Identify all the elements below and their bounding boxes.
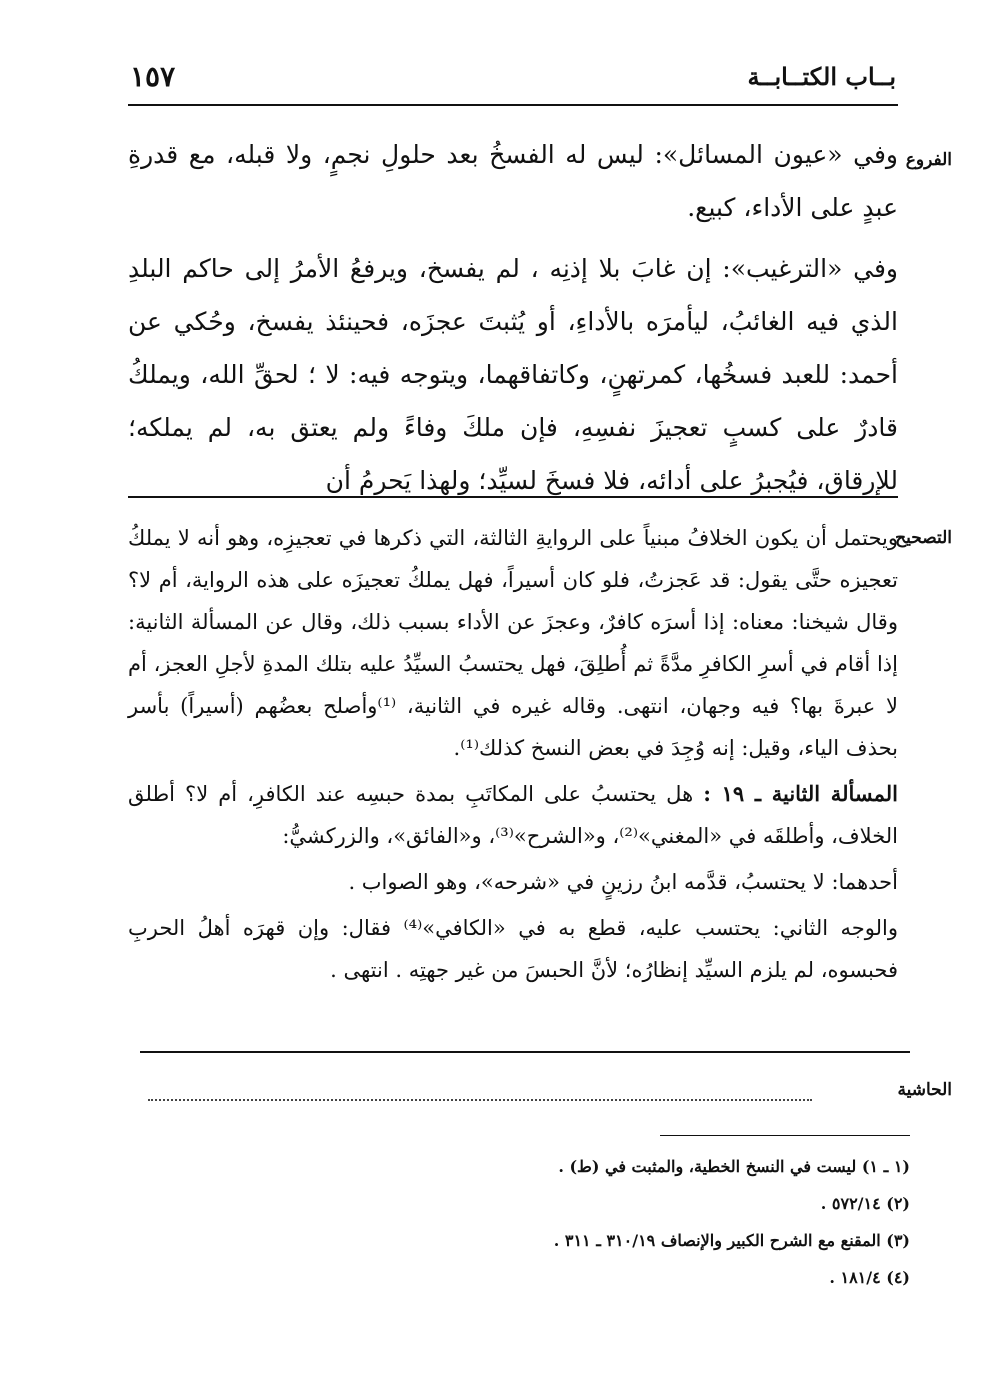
tashih-paragraph-3: أحدهما: لا يحتسبُ، قدَّمه ابنُ رزينٍ في «شرحه»، وهو الصواب . [348,870,898,894]
hashiya-dotted-line [148,1099,812,1101]
page-number: ١٥٧ [130,60,176,93]
tashih-paragraph-1: ويحتمل أن يكون الخلافُ مبنياً على الروايةِ الثالثة، التي ذكرها في تعجيزِه، وهو أنه لا يملكُ تعجيزه حتَّى يقول: قد عَجزتُ، فلو كان أسيراً، فهل يملكُ تعجيزَه على هذه الرواية، أم لا؟ وقال شيخنا: معناه: إذا أسرَه كافرٌ، وعجزَ عن الأداء بسبب ذلك، وقال عن المسألة الثانية: إذا أقام في أسرِ الكافرِ مدَّةً ثم أُطلِقَ، فهل يحتسبُ السيِّدُ عليه بتلك المدةِ لأجلِ العجز، أم لا عبرةَ بها؟ فيه وجهان، انتهى. وقاله غيره في الثانية، ⁽¹⁾وأصلح بعضُهم (أسيراً) بأسر بحذف الياء، وقيل: إنه وُجِدَ في بعض النسخ كذلك⁽¹⁾. [128,526,899,760]
tashih-paragraph-2-body: هل يحتسبُ على المكاتَبِ بمدة حبسِه عند الكافرِ، أم لا؟ أطلق الخلاف، وأطلقَه في «المغني»⁽²⁾، و«الشرح»⁽³⁾، و«الفائق»، والزركشيُّ: [128,782,898,848]
label-tashih: التصحيح [895,528,952,548]
main-text [128,128,898,507]
main-paragraph-2: وفي «الترغيب»: إن غابَ بلا إذنِه ، لم يفسخ، ويرفعُ الأمرُ إلى حاكم البلدِ الذي فيه الغائبُ، ليأمرَه بالأداءِ، أو يُثبتَ عجزَه، فحينئذ يفسخ، وحُكي عن أحمد: للعبد فسخُها، كمرتهنٍ، وكاتفاقهما، ويتوجه فيه: لا ؛ لحقِّ الله، ويملكُ قادرٌ على كسبٍ تعجيزَ نفسِهِ، فإن ملكَ وفاءً ولم يعتق به، لم يملكه؛ للإرقاق، فيُجبرُ على أدائه، فلا فسخَ لسيِّد؛ ولهذا يَحرمُ أن [128,254,898,495]
footnote-rule [660,1135,910,1136]
footnotes [140,1148,910,1296]
footnote-2: (٢) ٥٧٢/١٤ . [820,1194,910,1213]
header-rule [128,104,898,106]
issue-heading: المسألة الثانية ـ ١٩ : [703,781,898,806]
footnote-3: (٣) المقنع مع الشرح الكبير والإنصاف ٣١٠/١٩ ـ ٣١١ . [553,1231,910,1250]
main-paragraph-1: وفي «عيون المسائل»: ليس له الفسخُ بعد حلولِ نجمٍ، ولا قبله، مع قدرةِ عبدٍ على الأداء، كبيع. [128,140,898,222]
tashih-text [128,517,898,991]
chapter-title: بــاب الكتــابــة [747,62,896,91]
label-furu: الفروع [905,150,952,170]
main-divider [128,496,898,498]
tashih-divider [140,1051,910,1053]
tashih-paragraph-4: والوجه الثاني: يحتسب عليه، قطع به في «الكافي»⁽⁴⁾ فقال: وإن قهرَه أهلُ الحربِ فحبسوه، لم يلزم السيِّد إنظارُه؛ لأنَّ الحبسَ من غير جهتِه . انتهى . [128,916,898,982]
footnote-1: (١ ـ ١) ليست في النسخ الخطية، والمثبت في (ط) . [558,1157,910,1176]
tashih-paragraph-2 [128,773,898,857]
footnote-4: (٤) ١٨١/٤ . [829,1268,910,1287]
label-hashiya: الحاشية [897,1080,952,1100]
